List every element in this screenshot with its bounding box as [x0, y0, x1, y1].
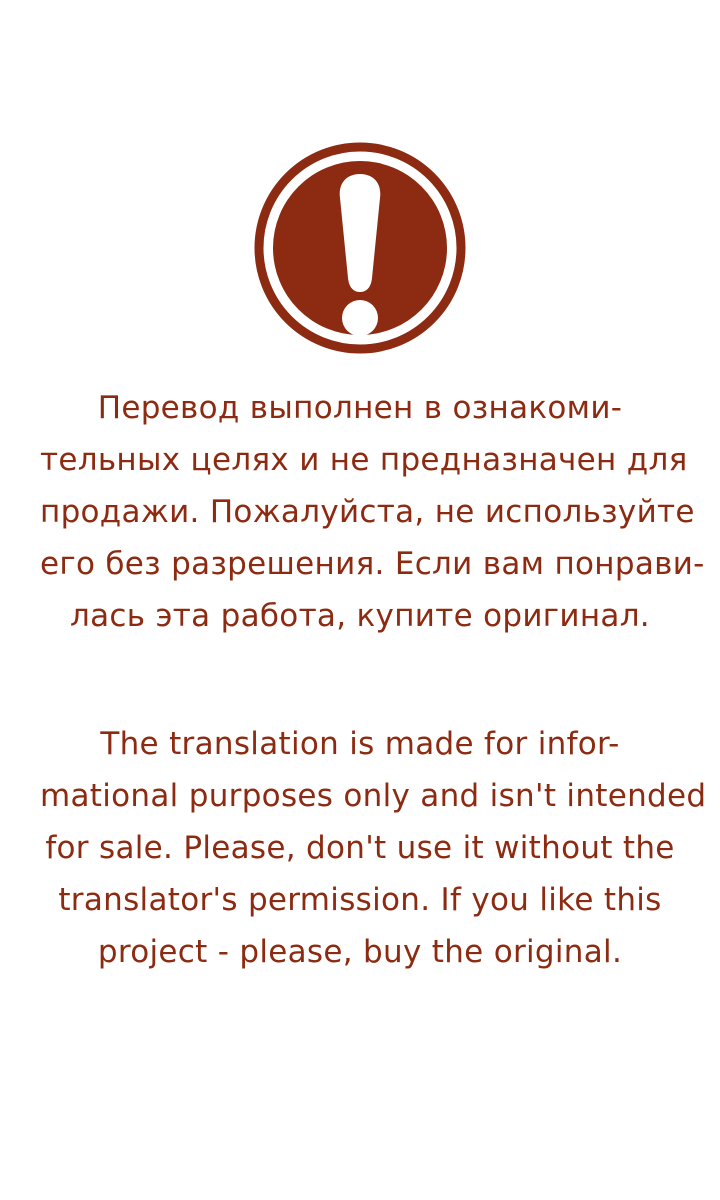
notice-line: translator's permission. If you like this — [58, 882, 662, 918]
exclamation-mark-circle-icon — [250, 138, 470, 358]
notice-line: его без разрешения. Если вам понрави- — [40, 546, 705, 582]
notice-line: тельных целях и не предназначен для — [40, 442, 688, 478]
warning-icon-container — [0, 138, 720, 358]
english-notice-text — [40, 718, 707, 978]
notice-line: mational purposes only and isn't intended — [40, 778, 707, 814]
notice-line: Перевод выполнен в ознакоми- — [97, 390, 623, 426]
russian-notice-text — [40, 382, 705, 642]
notice-line: project - please, buy the original. — [97, 934, 623, 970]
notice-line: for sale. Please, don't use it without the — [45, 830, 675, 866]
notice-line: The translation is made for infor- — [100, 726, 620, 762]
notice-line: лась эта работа, купите оригинал. — [70, 598, 650, 634]
notice-line: продажи. Пожалуйста, не используйте — [40, 494, 695, 530]
